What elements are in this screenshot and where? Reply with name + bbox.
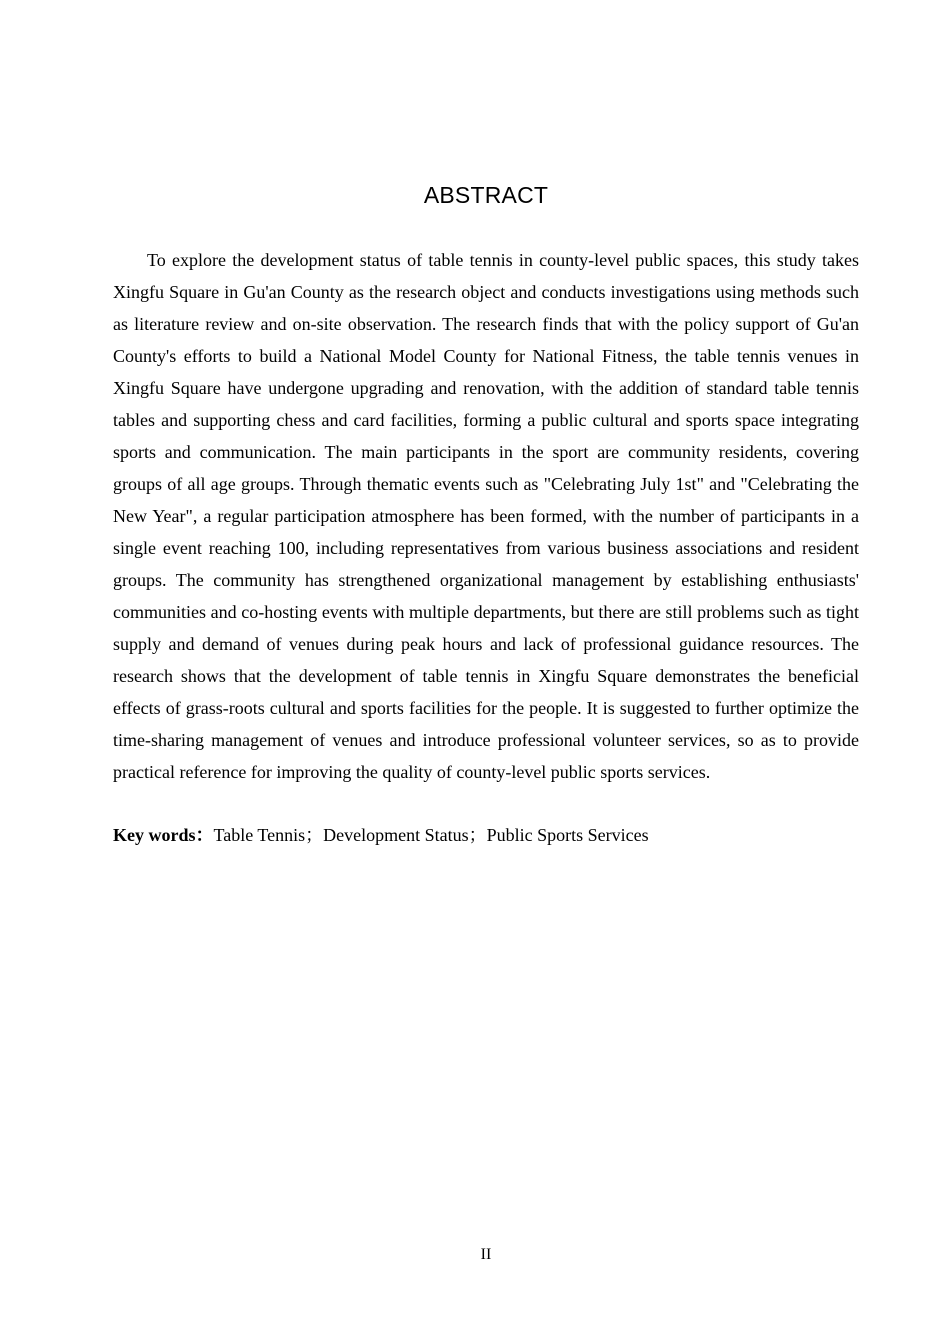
keywords-list: Table Tennis；Development Status；Public Sports Services bbox=[213, 825, 649, 845]
abstract-body: To explore the development status of table tennis in county-level public spaces, this study takes Xingfu Square in Gu'an County as the research object and conducts investigations using methods such as literature review and on-site observation. The research finds that with the policy support of Gu'an County's efforts to build a National Model County for National Fitness, the table tennis venues in Xingfu Square have undergone upgrading and renovation, with the addition of standard table tennis tables and supporting chess and card facilities, forming a public cultural and sports space integrating sports and communication. The main participants in the sport are community residents, covering groups of all age groups. Through thematic events such as "Celebrating July 1st" and "Celebrating the New Year", a regular participation atmosphere has been formed, with the number of participants in a single event reaching 100, including representatives from various business associations and resident groups. The community has strengthened organizational management by establishing enthusiasts' communities and co-hosting events with multiple departments, but there are still problems such as tight supply and demand of venues during peak hours and lack of professional guidance resources. The research shows that the development of table tennis in Xingfu Square demonstrates the beneficial effects of grass-roots cultural and sports facilities for the people. It is suggested to further optimize the time-sharing management of venues and introduce professional volunteer services, so as to provide practical reference for improving the quality of county-level public sports services. bbox=[113, 250, 859, 782]
keywords-label: Key words： bbox=[113, 825, 214, 845]
abstract-title: ABSTRACT bbox=[423, 182, 549, 208]
page-number: II bbox=[480, 1246, 492, 1263]
keywords-line bbox=[113, 819, 859, 851]
